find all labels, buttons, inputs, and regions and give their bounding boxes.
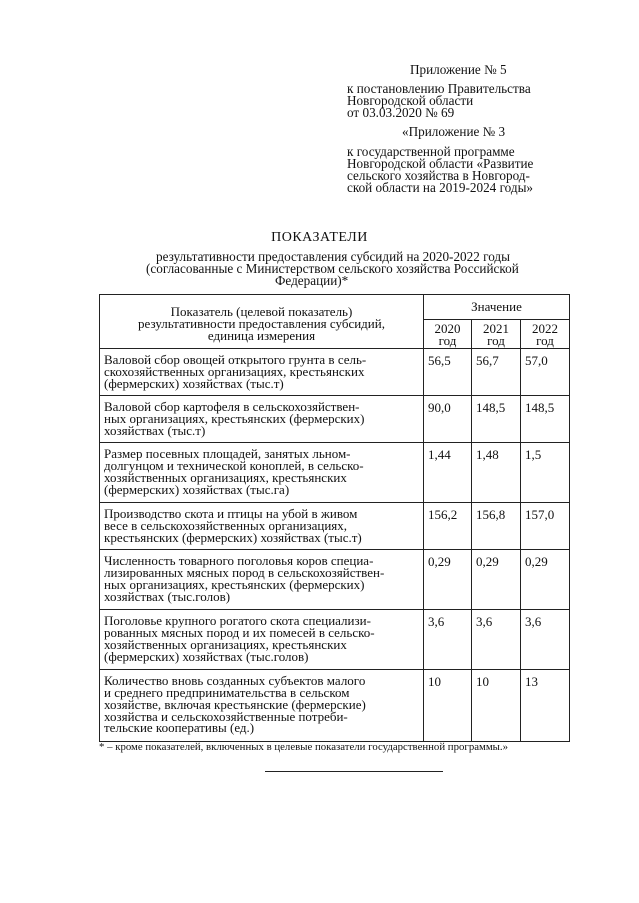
- appendix-line: от 03.03.2020 № 69: [347, 105, 455, 120]
- table-row: [100, 443, 570, 503]
- year-label: год: [438, 332, 457, 348]
- value-2021: 1,48: [472, 443, 521, 503]
- program-line: к государственной программе: [347, 144, 515, 159]
- indicator-line: (фермерских) хозяйствах (тыс.голов): [104, 648, 309, 664]
- year-header-2021: [472, 320, 521, 349]
- indicator-line: хозяйствах (тыс.т): [104, 422, 206, 438]
- table-row: [100, 396, 570, 443]
- indicator-line: (фермерских) хозяйствах (тыс.т): [104, 375, 284, 391]
- value-2021: 148,5: [472, 396, 521, 443]
- value-2021: 3,6: [472, 610, 521, 670]
- value-2020: 90,0: [424, 396, 472, 443]
- indicator-line: Валовой сбор овощей открытого грунта в сель-: [104, 352, 367, 368]
- indicator-line: долгунцом и технической коноплей, в сельско-: [104, 458, 364, 474]
- indicator-line: скохозяйственных организациях, крестьянских: [104, 364, 365, 380]
- subtitle-line: Федерации)*: [275, 273, 349, 288]
- value-2021: 56,7: [472, 349, 521, 396]
- value-2022: 0,29: [521, 550, 570, 610]
- indicator-line: (фермерских) хозяйствах (тыс.га): [104, 481, 290, 497]
- indicator-line: ных организациях, крестьянских (фермерских): [104, 576, 365, 592]
- indicator-name: [100, 443, 424, 503]
- indicator-name: [100, 670, 424, 742]
- header-line: единица измерения: [207, 327, 316, 343]
- value-2021: 0,29: [472, 550, 521, 610]
- indicator-name: [100, 550, 424, 610]
- indicator-line: хозяйственных организациях, крестьянских: [104, 636, 347, 652]
- indicator-line: Численность товарного поголовья коров специа-: [104, 553, 374, 569]
- indicator-line: Производство скота и птицы на убой в живом: [104, 506, 358, 522]
- year-label: год: [487, 332, 505, 348]
- header-line: Показатель (целевой показатель): [170, 304, 353, 320]
- indicator-line: хозяйства и сельскохозяйственные потреби-: [104, 708, 348, 724]
- indicator-line: лизированных мясных пород в сельскохозяйствен-: [104, 565, 385, 581]
- indicator-name: [100, 396, 424, 443]
- year-number: 2022: [532, 321, 558, 336]
- indicator-line: хозяйствах (тыс.голов): [104, 588, 231, 604]
- indicator-line: Поголовье крупного рогатого скота специализи-: [104, 613, 371, 629]
- value-2021: 156,8: [472, 503, 521, 550]
- value-2020: 1,44: [424, 443, 472, 503]
- value-2022: 157,0: [521, 503, 570, 550]
- value-2020: 56,5: [424, 349, 472, 396]
- program-line: ской области на 2019-2024 годы»: [347, 180, 534, 195]
- indicator-line: и среднего предпринимательства в сельском: [104, 685, 350, 701]
- indicator-line: тельские кооперативы (ед.): [104, 720, 255, 736]
- table-row: [100, 349, 570, 396]
- value-2022: 3,6: [521, 610, 570, 670]
- table-row: [100, 550, 570, 610]
- value-2022: 148,5: [521, 396, 570, 443]
- quoted-appendix-header: «Приложение № 3: [402, 124, 506, 139]
- subtitle-line: результативности предоставления субсидий на 2020-2022 годы: [156, 249, 510, 264]
- document-title: ПОКАЗАТЕЛИ: [271, 230, 368, 245]
- table-row: [100, 610, 570, 670]
- indicator-line: Количество вновь созданных субъектов малого: [104, 673, 366, 689]
- indicator-name: [100, 503, 424, 550]
- header-line: результативности предоставления субсидий,: [138, 315, 385, 331]
- value-2021: 10: [472, 670, 521, 742]
- program-line: Новгородской области «Развитие: [347, 156, 534, 171]
- value-2022: 57,0: [521, 349, 570, 396]
- year-header-2020: [424, 320, 472, 349]
- footnote: * – кроме показателей, включенных в целевые показатели государственной программы.»: [99, 741, 509, 753]
- closing-divider: [265, 771, 443, 772]
- indicator-line: Размер посевных площадей, занятых льном-: [104, 446, 351, 462]
- value-2020: 10: [424, 670, 472, 742]
- indicator-line: Валовой сбор картофеля в сельскохозяйствен-: [104, 399, 360, 415]
- subtitle-line: (согласованные с Министерством сельского хозяйства Российской: [146, 261, 519, 276]
- indicator-name: [100, 349, 424, 396]
- indicator-line: весе в сельскохозяйственных организациях,: [104, 518, 348, 534]
- value-2020: 3,6: [424, 610, 472, 670]
- indicator-line: рованных мясных пород и их помесей в сельско-: [104, 625, 375, 641]
- indicator-line: крестьянских (фермерских) хозяйствах (тыс.т): [104, 529, 362, 545]
- value-2020: 156,2: [424, 503, 472, 550]
- appendix-line: к постановлению Правительства: [347, 81, 531, 96]
- year-header-2022: [521, 320, 570, 349]
- indicator-line: ных организациях, крестьянских (фермерских): [104, 411, 365, 427]
- indicator-line: хозяйственных организациях, крестьянских: [104, 469, 347, 485]
- program-line: сельского хозяйства в Новгород-: [347, 168, 530, 183]
- year-number: 2020: [434, 321, 461, 336]
- value-2020: 0,29: [424, 550, 472, 610]
- indicators-table: [99, 294, 570, 742]
- table-row: [100, 503, 570, 550]
- appendix-header: Приложение № 5: [410, 62, 507, 77]
- value-column-header: Значение: [424, 295, 570, 320]
- year-label: год: [536, 332, 554, 348]
- appendix-line: Новгородской области: [347, 93, 474, 108]
- table-header-row: [100, 295, 570, 320]
- table-row: [100, 670, 570, 742]
- year-number: 2021: [483, 321, 509, 336]
- value-2022: 13: [521, 670, 570, 742]
- value-2022: 1,5: [521, 443, 570, 503]
- indicator-column-header: [100, 295, 424, 349]
- indicator-name: [100, 610, 424, 670]
- indicator-line: хозяйстве, включая крестьянские (фермерские): [104, 696, 366, 712]
